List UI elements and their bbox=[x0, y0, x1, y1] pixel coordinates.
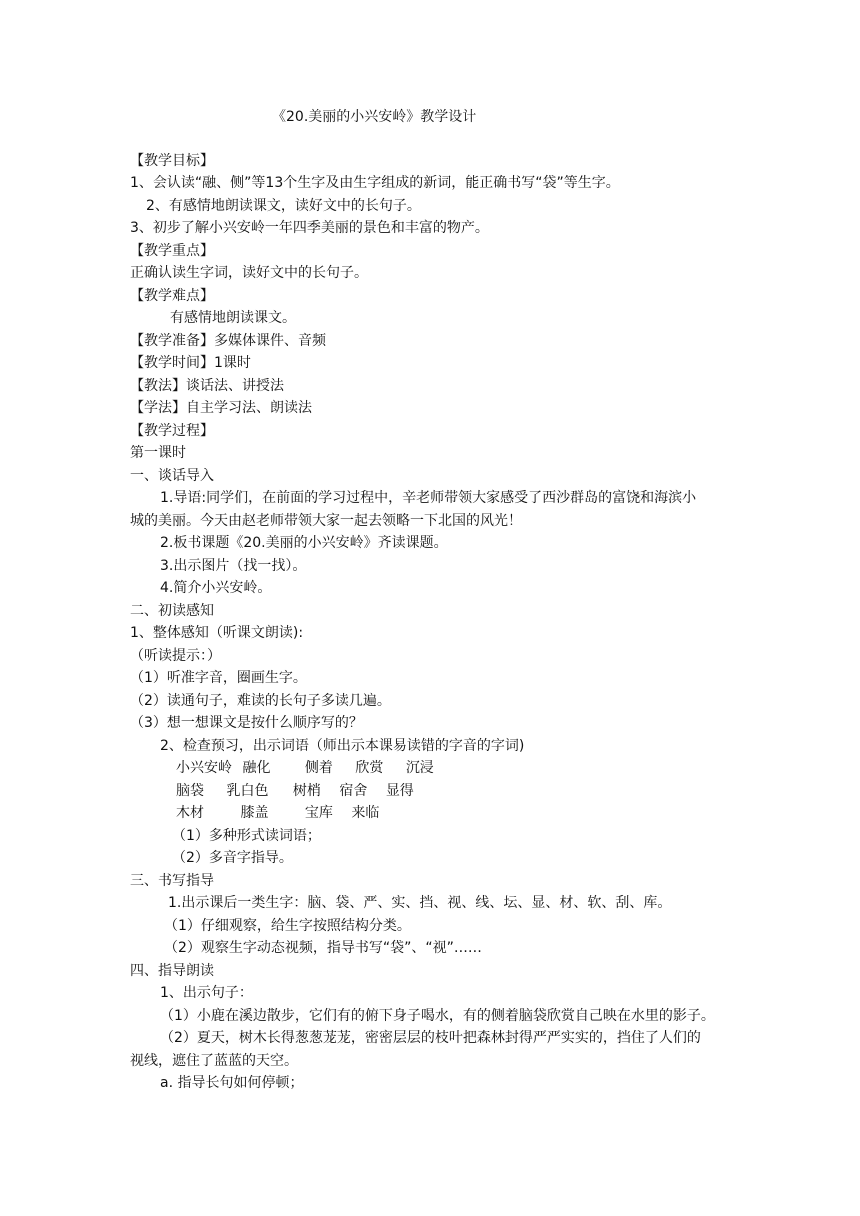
section-heading: 二、初读感知 bbox=[130, 603, 214, 619]
vocab-word: 沉浸 bbox=[405, 760, 434, 776]
text-line: 2、检查预习，出示词语（师出示本课易读错的字音的字词) bbox=[160, 738, 525, 754]
text-line: 1.出示课后一类生字：脑、袋、严、实、挡、视、线、坛、显、材、软、刮、库。 bbox=[168, 895, 672, 911]
text-line: 【教法】谈话法、讲授法 bbox=[130, 378, 284, 394]
text-line: 【教学时间】1课时 bbox=[130, 355, 251, 371]
section-heading: 【教学重点】 bbox=[130, 243, 214, 259]
vocab-word: 侧着 bbox=[304, 760, 333, 776]
vocab-word: 欣赏 bbox=[355, 760, 384, 776]
text-line: （1）小鹿在溪边散步，它们有的俯下身子喝水，有的侧着脑袋欣赏自己映在水里的影子。 bbox=[160, 1008, 715, 1024]
vocab-word: 脑袋 bbox=[176, 783, 204, 799]
section-heading: 【教学目标】 bbox=[130, 153, 214, 169]
text-line: 城的美丽。今天由赵老师带领大家一起去领略一下北国的风光！ bbox=[130, 513, 522, 529]
vocab-word: 宿舍 bbox=[339, 783, 368, 799]
vocab-word: 显得 bbox=[385, 783, 414, 799]
text-line: （3）想一想课文是按什么顺序写的？ bbox=[130, 715, 363, 731]
vocab-word: 膝盖 bbox=[240, 805, 269, 821]
section-heading: 一、谈话导入 bbox=[130, 468, 214, 484]
text-line: 1、出示句子： bbox=[160, 985, 253, 1001]
text-line: 3.出示图片（找一找）。 bbox=[160, 558, 307, 574]
vocab-word: 来临 bbox=[351, 805, 380, 821]
text-line: 1、会认读“融、侧”等13个生字及由生字组成的新词，能正确书写“袋”等生字。 bbox=[130, 175, 620, 191]
text-line: 视线，遮住了蓝蓝的天空。 bbox=[130, 1053, 298, 1069]
document-title: 《20.美丽的小兴安岭》教学设计 bbox=[272, 109, 477, 125]
section-heading: 【教学难点】 bbox=[130, 288, 214, 304]
text-line: （1）仔细观察，给生字按照结构分类。 bbox=[164, 918, 411, 934]
text-line: 有感情地朗读课文。 bbox=[170, 310, 296, 326]
vocab-word: 树梢 bbox=[292, 783, 321, 799]
vocab-word: 小兴安岭 bbox=[176, 760, 232, 776]
text-line: 3、初步了解小兴安岭一年四季美丽的景色和丰富的物产。 bbox=[130, 220, 489, 236]
text-line: （2）观察生字动态视频，指导书写“袋”、“视”…… bbox=[164, 940, 482, 956]
vocab-row bbox=[176, 757, 434, 779]
vocab-row bbox=[176, 802, 379, 824]
vocab-word: 宝库 bbox=[304, 805, 333, 821]
section-heading: 三、书写指导 bbox=[130, 873, 214, 889]
text-line: （2）夏天，树木长得葱葱茏茏，密密层层的枝叶把森林封得严严实实的，挡住了人们的 bbox=[160, 1030, 701, 1046]
text-line: （2）多音字指导。 bbox=[172, 850, 293, 866]
text-line: 【教学准备】多媒体课件、音频 bbox=[130, 333, 326, 349]
text-line: 【学法】自主学习法、朗读法 bbox=[130, 400, 312, 416]
text-line: （1）多种形式读词语； bbox=[172, 828, 321, 844]
text-line: 1、整体感知（听课文朗读): bbox=[130, 625, 304, 641]
text-line: 正确认读生字词，读好文中的长句子。 bbox=[130, 265, 368, 281]
vocab-row bbox=[176, 780, 414, 802]
text-line: （听读提示：） bbox=[130, 648, 221, 664]
text-line: a. 指导长句如何停顿； bbox=[160, 1075, 304, 1091]
vocab-word: 乳白色 bbox=[226, 783, 269, 799]
vocab-word: 融化 bbox=[242, 760, 271, 776]
text-line: （1）听准字音，圈画生字。 bbox=[130, 670, 307, 686]
text-line: 2、有感情地朗读课文，读好文中的长句子。 bbox=[146, 198, 421, 214]
text-line: 1.导语:同学们，在前面的学习过程中，辛老师带领大家感受了西沙群岛的富饶和海滨小 bbox=[160, 490, 697, 506]
text-line: 4.简介小兴安岭。 bbox=[160, 580, 272, 596]
text-line: 第一课时 bbox=[130, 445, 186, 461]
section-heading: 四、指导朗读 bbox=[130, 963, 214, 979]
text-line: （2）读通句子，难读的长句子多读几遍。 bbox=[130, 693, 391, 709]
vocab-word: 木材 bbox=[176, 805, 204, 821]
section-heading: 【教学过程】 bbox=[130, 423, 214, 439]
text-line: 2.板书课题《20.美丽的小兴安岭》齐读课题。 bbox=[160, 535, 448, 551]
